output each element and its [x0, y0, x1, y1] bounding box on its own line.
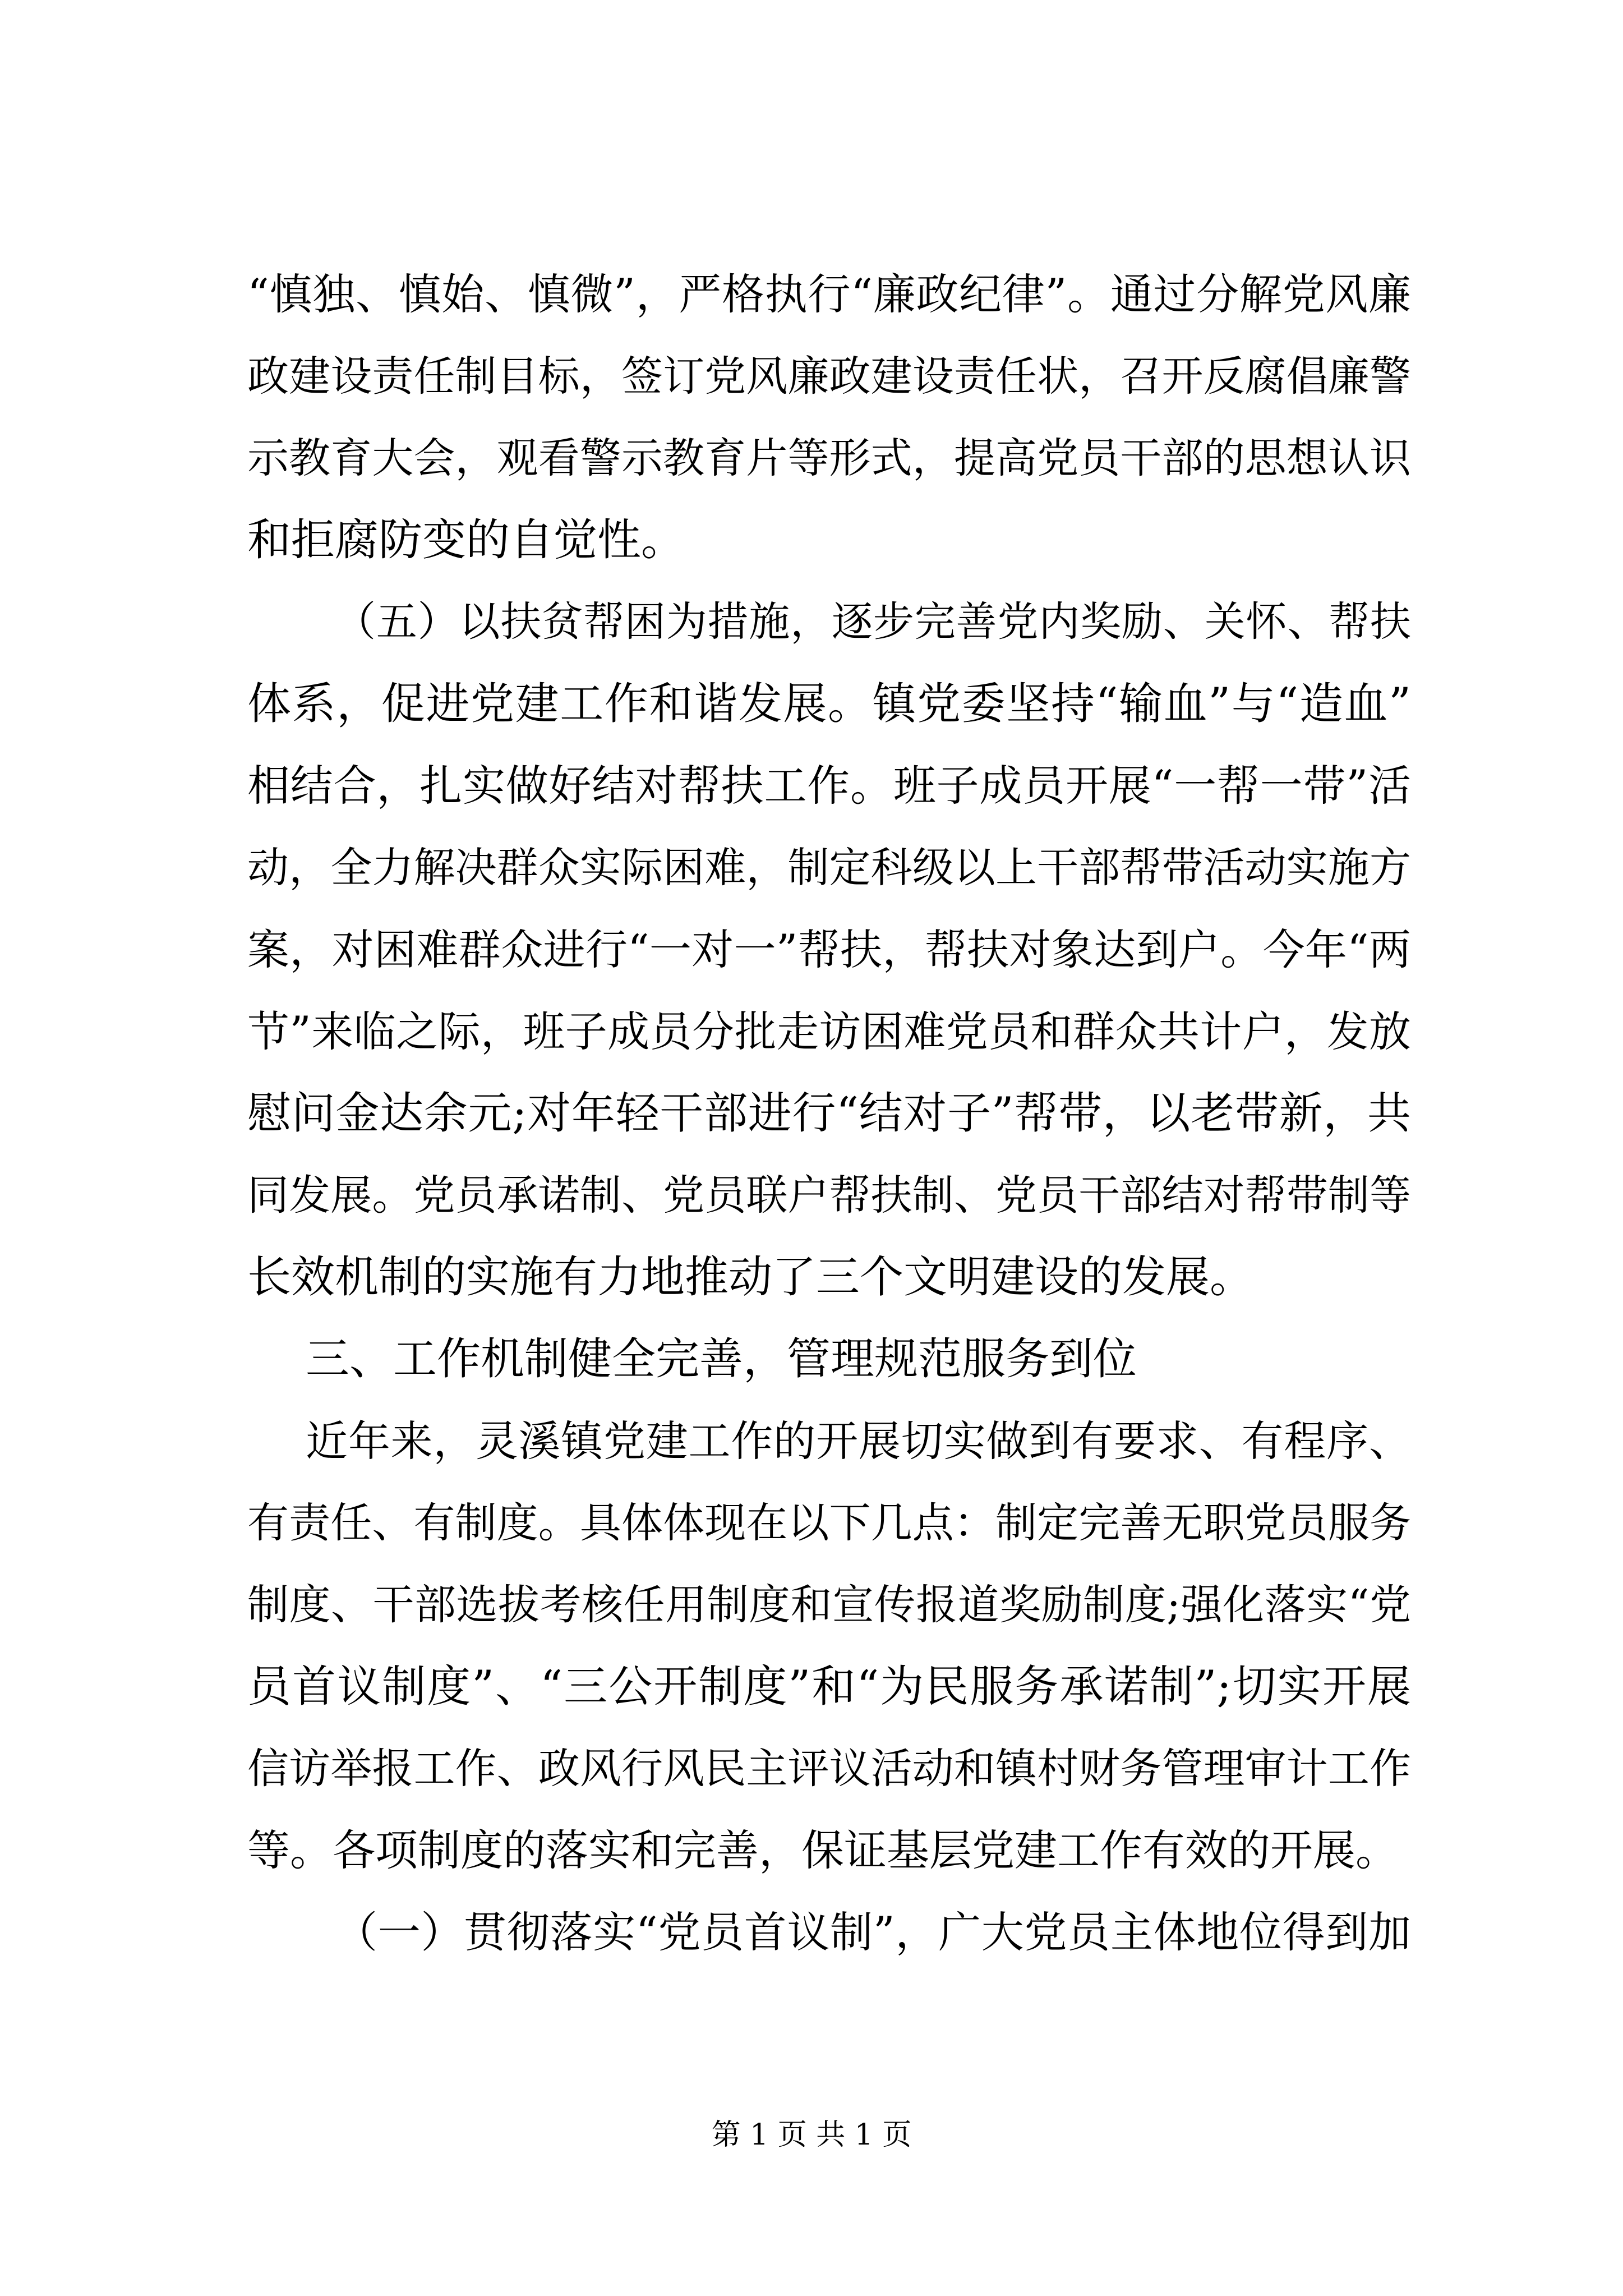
document-body [247, 254, 1411, 1973]
text-line: 和拒腐防变的自觉性。 [247, 515, 685, 565]
text-line: 有责任、有制度。具体体现在以下几点：制定完善无职党员服务 [247, 1499, 1411, 1547]
text-line: 等。各项制度的落实和完善，保证基层党建工作有效的开展。 [247, 1825, 1398, 1875]
text-line: 政建设责任制目标，签订党风廉政建设责任状，召开反腐倡廉警 [247, 352, 1411, 401]
text-line: （五）以扶贫帮困为措施，逐步完善党内奖励、关怀、帮扶 [335, 598, 1411, 646]
text-line: 示教育大会，观看警示教育片等形式，提高党员干部的思想认识 [247, 434, 1411, 482]
text-line: 同发展。党员承诺制、党员联户帮扶制、党员干部结对帮带制等 [247, 1171, 1411, 1220]
text-line: 制度、干部选拔考核任用制度和宣传报道奖励制度;强化落实“党 [247, 1581, 1411, 1629]
text-line: 慰问金达余元;对年轻干部进行“结对子”帮带，以老带新，共 [247, 1088, 1411, 1139]
text-line: 长效机制的实施有力地推动了三个文明建设的发展。 [247, 1252, 1254, 1303]
text-line: 体系，促进党建工作和谐发展。镇党委坚持“输血”与“造血” [247, 679, 1411, 729]
text-line: 节”来临之际，班子成员分批走访困难党员和群众共计户，发放 [247, 1007, 1411, 1056]
text-line: 动，全力解决群众实际困难，制定科级以上干部帮带活动实施方 [247, 844, 1411, 892]
text-line: “慎独、慎始、慎微”，严格执行“廉政纪律”。通过分解党风廉 [247, 269, 1411, 319]
text-line: 相结合，扎实做好结对帮扶工作。班子成员开展“一帮一带”活 [247, 761, 1411, 811]
text-line: 近年来，灵溪镇党建工作的开展切实做到有要求、有程序、 [306, 1416, 1411, 1466]
text-line: 员首议制度”、“三公开制度”和“为民服务承诺制”;切实开展 [247, 1662, 1411, 1712]
page-number-footer: 第 1 页 共 1 页 [711, 2118, 912, 2152]
section-heading: 三、工作机制健全完善，管理规范服务到位 [306, 1334, 1137, 1384]
text-line: 信访举报工作、政风行风民主评议活动和镇村财务管理审计工作 [247, 1745, 1411, 1793]
text-line: （一）贯彻落实“党员首议制”，广大党员主体地位得到加 [335, 1907, 1411, 1957]
text-line: 案，对困难群众进行“一对一”帮扶，帮扶对象达到户。今年“两 [247, 925, 1411, 974]
